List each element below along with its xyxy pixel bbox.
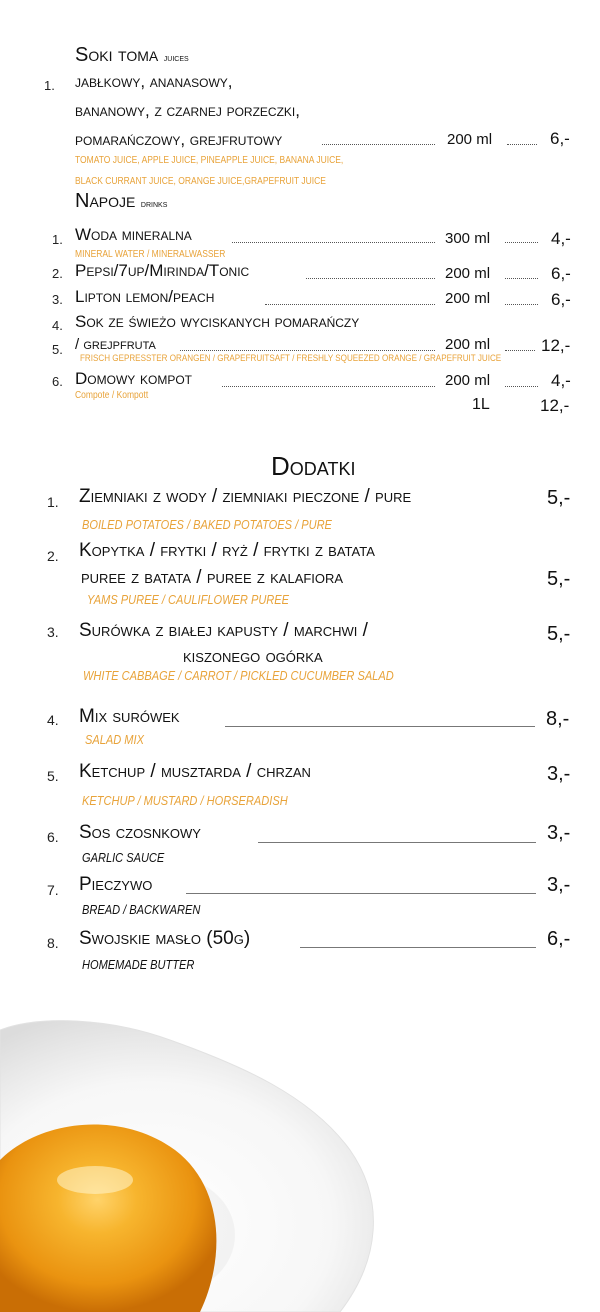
side-number: 7.: [47, 882, 59, 898]
fried-egg-image: [0, 1000, 600, 1312]
drink-volume-2: 1L: [472, 396, 490, 413]
drink-number: 6.: [52, 374, 63, 389]
juice-line-1: jabłkowy, ananasowy,: [75, 72, 233, 91]
drink-name: Sok ze świeżo wyciskanych pomarańczy: [75, 312, 360, 331]
leader-dots: [222, 386, 435, 387]
leader-dots: [505, 386, 538, 387]
drink-name: Pepsi/7up/Mirinda/Tonic: [75, 261, 250, 280]
leader-dots: [505, 350, 535, 351]
side-number: 5.: [47, 768, 59, 784]
drink-name: / grejpfruta: [75, 336, 156, 353]
drink-volume: 200 ml: [445, 336, 491, 353]
drink-number: 3.: [52, 292, 63, 307]
side-price: 3,-: [547, 822, 571, 844]
side-number: 2.: [47, 548, 59, 564]
side-subtitle: HOMEMADE BUTTER: [82, 957, 195, 972]
drink-volume: 200 ml: [445, 372, 491, 389]
side-name: Pieczywo: [79, 874, 153, 895]
side-price: 8,-: [546, 708, 570, 730]
leader-dots: [306, 278, 435, 279]
drink-price: 4,-: [551, 371, 571, 390]
drink-price-2: 12,-: [540, 396, 570, 415]
leader-line: [300, 947, 536, 948]
side-name: Sos czosnkowy: [79, 822, 201, 843]
side-number: 8.: [47, 935, 59, 951]
drink-price: 12,-: [541, 336, 571, 355]
side-number: 4.: [47, 712, 59, 728]
leader-dots: [505, 242, 538, 243]
leader-dots: [322, 144, 435, 145]
leader-dots: [180, 350, 435, 351]
side-subtitle: YAMS PUREE / CAULIFLOWER PUREE: [87, 592, 290, 607]
leader-dots: [232, 242, 435, 243]
leader-dots: [505, 304, 538, 305]
juices-title: Soki toma juices: [75, 44, 189, 66]
side-price: 5,-: [547, 623, 571, 645]
drink-price: 6,-: [551, 264, 571, 283]
drink-volume: 200 ml: [445, 265, 491, 282]
leader-dots: [265, 304, 435, 305]
side-price: 6,-: [547, 928, 571, 950]
side-name: Kopytka / frytki / ryż / frytki z batata: [79, 540, 375, 561]
leader-line: [258, 842, 536, 843]
juice-en-1: TOMATO JUICE, APPLE JUICE, PINEAPPLE JUICE, BANANA JUICE,: [75, 155, 344, 166]
side-price: 3,-: [547, 763, 571, 785]
leader-line: [225, 726, 535, 727]
drink-name: Lipton lemon/peach: [75, 287, 215, 306]
leader-line: [186, 893, 536, 894]
side-name: Surówka z białej kapusty / marchwi /: [79, 620, 368, 641]
drink-subtitle: Compote / Kompott: [75, 390, 149, 401]
side-name-2: puree z batata / puree z kalafiora: [81, 567, 344, 588]
side-name: Ziemniaki z wody / ziemniaki pieczone / pure: [79, 486, 412, 507]
drinks-title: Napoje drinks: [75, 190, 168, 212]
side-number: 3.: [47, 624, 59, 640]
drink-subtitle: MINERAL WATER / MINERALWASSER: [75, 249, 226, 260]
drink-volume: 300 ml: [445, 230, 491, 247]
juice-en-2: BLACK CURRANT JUICE, ORANGE JUICE,GRAPEFRUIT JUICE: [75, 176, 326, 187]
drink-number: 5.: [52, 342, 63, 357]
drinks-subtitle: drinks: [140, 199, 168, 210]
side-subtitle: BREAD / BACKWAREN: [82, 902, 201, 917]
side-price: 5,-: [547, 568, 571, 590]
juice-price: 6,-: [550, 129, 570, 148]
juices-subtitle: juices: [163, 53, 189, 64]
side-price: 3,-: [547, 874, 571, 896]
drink-subtitle: FRISCH GEPRESSTER ORANGEN / GRAPEFRUITSAFT / FRESHLY SQUEEZED ORANGE / GRAPEFRUIT JUICE: [80, 353, 502, 364]
juice-line-2: bananowy, z czarnej porzeczki,: [75, 101, 300, 120]
leader-dots: [505, 278, 538, 279]
side-name: Mix surówek: [79, 706, 180, 727]
drink-price: 6,-: [551, 290, 571, 309]
side-subtitle: SALAD MIX: [85, 732, 144, 747]
side-name: Ketchup / musztarda / chrzan: [79, 761, 311, 782]
side-subtitle: BOILED POTATOES / BAKED POTATOES / PURE: [82, 517, 332, 532]
drink-number: 1.: [52, 232, 63, 247]
juice-line-3: pomarańczowy, grejfrutowy: [75, 130, 283, 149]
side-price: 5,-: [547, 487, 571, 509]
drink-volume: 200 ml: [445, 290, 491, 307]
leader-dots: [507, 144, 537, 145]
juice-number: 1.: [44, 78, 55, 93]
drink-name: Domowy kompot: [75, 369, 192, 388]
side-subtitle: GARLIC SAUCE: [82, 850, 165, 865]
juice-volume: 200 ml: [447, 131, 493, 148]
side-name: Swojskie masło (50g): [79, 928, 251, 949]
drink-price: 4,-: [551, 229, 571, 248]
side-number: 1.: [47, 494, 59, 510]
side-subtitle: WHITE CABBAGE / CARROT / PICKLED CUCUMBER SALAD: [83, 668, 394, 683]
drink-number: 4.: [52, 318, 63, 333]
side-subtitle: KETCHUP / MUSTARD / HORSERADISH: [82, 793, 288, 808]
sides-title: Dodatki: [271, 451, 356, 481]
drink-number: 2.: [52, 266, 63, 281]
side-name-2: kiszonego ogórka: [183, 646, 323, 667]
drink-name: Woda mineralna: [75, 225, 192, 244]
side-number: 6.: [47, 829, 59, 845]
